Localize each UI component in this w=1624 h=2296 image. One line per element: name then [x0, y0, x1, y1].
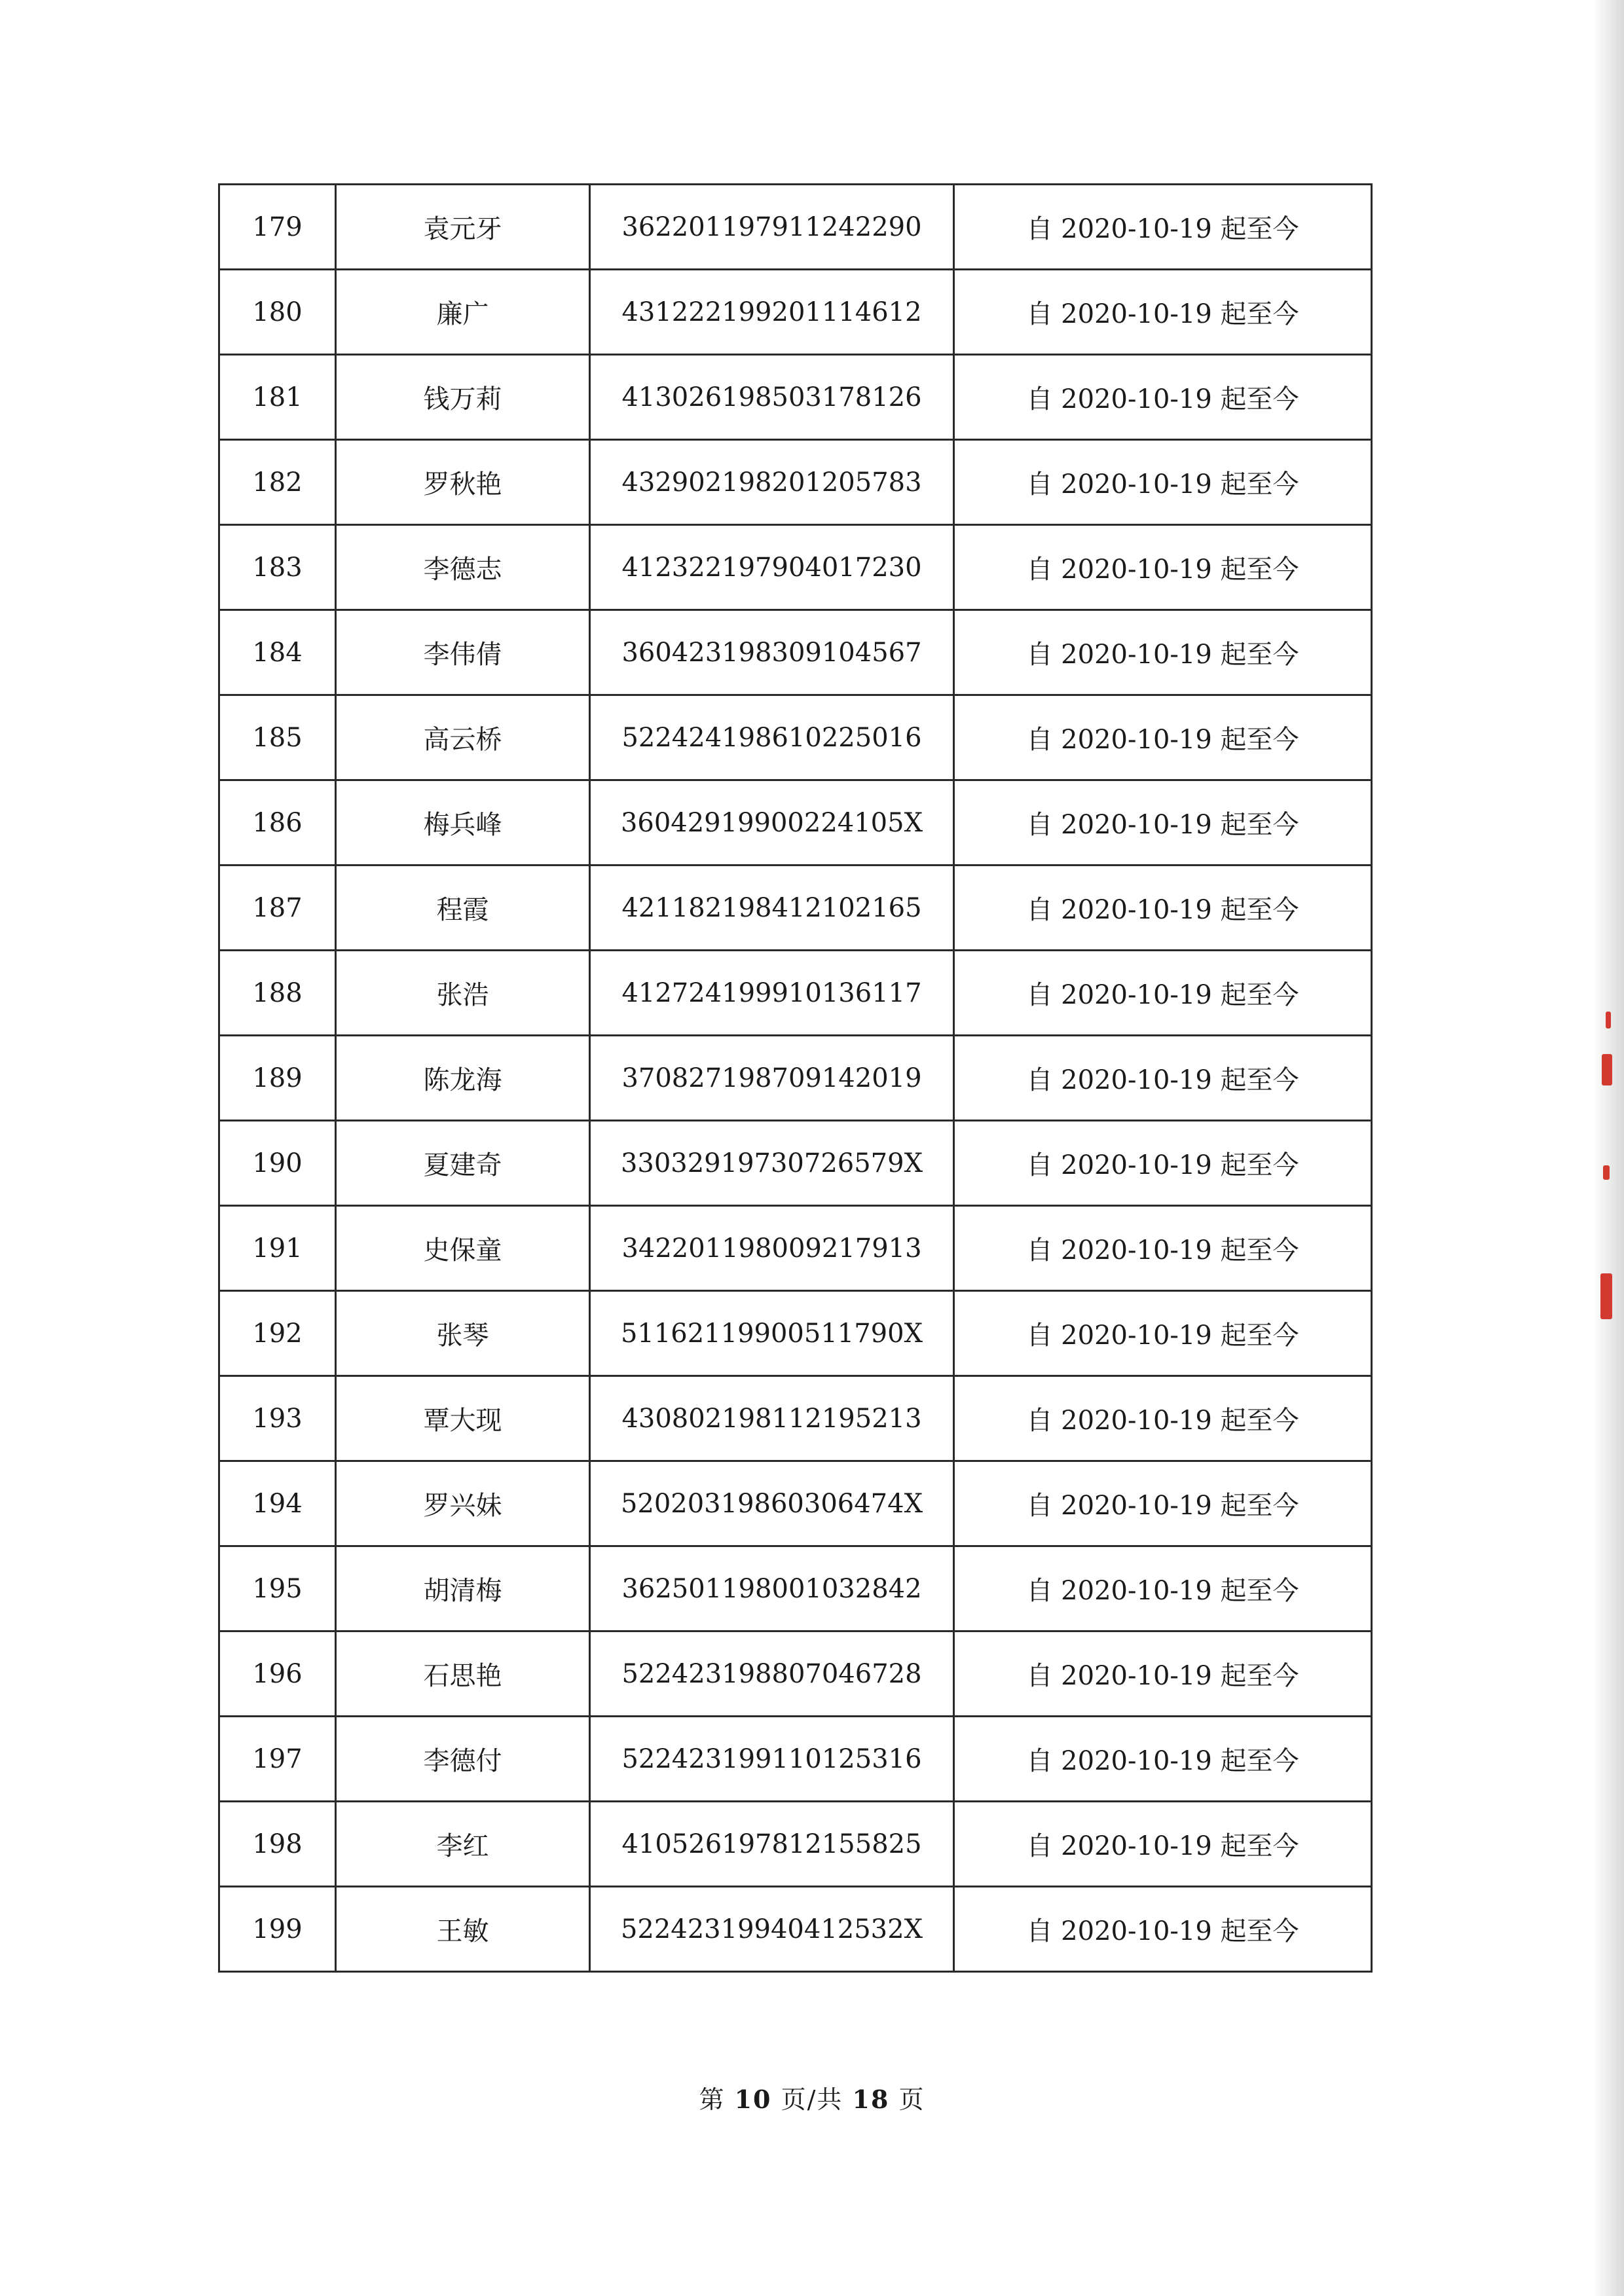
table-row [219, 1717, 1372, 1802]
row-number-cell: 183 [219, 525, 336, 610]
row-number-cell: 180 [219, 270, 336, 355]
id-number-cell: 33032919730726579X [590, 1121, 954, 1206]
name-cell: 廉广 [336, 270, 590, 355]
id-number-cell: 51162119900511790X [590, 1291, 954, 1376]
row-number-cell: 194 [219, 1461, 336, 1546]
row-number-cell: 179 [219, 185, 336, 270]
table-row [219, 355, 1372, 440]
period-cell: 自 2020-10-19 起至今 [954, 355, 1372, 440]
name-cell: 袁元牙 [336, 185, 590, 270]
table-row [219, 270, 1372, 355]
name-cell: 钱万莉 [336, 355, 590, 440]
personnel-table [218, 183, 1373, 1973]
period-cell: 自 2020-10-19 起至今 [954, 1121, 1372, 1206]
table-row [219, 1121, 1372, 1206]
table-row [219, 780, 1372, 866]
period-cell: 自 2020-10-19 起至今 [954, 270, 1372, 355]
id-number-cell: 370827198709142019 [590, 1036, 954, 1121]
id-number-cell: 410526197812155825 [590, 1802, 954, 1887]
id-number-cell: 412322197904017230 [590, 525, 954, 610]
total-page-number: 18 [852, 2085, 890, 2114]
name-cell: 张琴 [336, 1291, 590, 1376]
row-number-cell: 197 [219, 1717, 336, 1802]
period-cell: 自 2020-10-19 起至今 [954, 440, 1372, 525]
name-cell: 李红 [336, 1802, 590, 1887]
name-cell: 罗秋艳 [336, 440, 590, 525]
name-cell: 李德志 [336, 525, 590, 610]
period-cell: 自 2020-10-19 起至今 [954, 1887, 1372, 1972]
table-row [219, 1206, 1372, 1291]
row-number-cell: 188 [219, 951, 336, 1036]
period-cell: 自 2020-10-19 起至今 [954, 866, 1372, 951]
name-cell: 史保童 [336, 1206, 590, 1291]
period-cell: 自 2020-10-19 起至今 [954, 525, 1372, 610]
period-cell: 自 2020-10-19 起至今 [954, 951, 1372, 1036]
row-number-cell: 181 [219, 355, 336, 440]
id-number-cell: 421182198412102165 [590, 866, 954, 951]
name-cell: 夏建奇 [336, 1121, 590, 1206]
period-cell: 自 2020-10-19 起至今 [954, 610, 1372, 695]
row-number-cell: 191 [219, 1206, 336, 1291]
name-cell: 梅兵峰 [336, 780, 590, 866]
period-cell: 自 2020-10-19 起至今 [954, 1461, 1372, 1546]
footer-suffix: 页 [898, 2085, 925, 2114]
table-row [219, 1631, 1372, 1717]
table-row [219, 1461, 1372, 1546]
current-page-number: 10 [734, 2085, 772, 2114]
row-number-cell: 187 [219, 866, 336, 951]
id-number-cell: 432902198201205783 [590, 440, 954, 525]
period-cell: 自 2020-10-19 起至今 [954, 1802, 1372, 1887]
name-cell: 张浩 [336, 951, 590, 1036]
seal-mark [1602, 1054, 1612, 1085]
name-cell: 李伟倩 [336, 610, 590, 695]
table-row [219, 1802, 1372, 1887]
id-number-cell: 52020319860306474X [590, 1461, 954, 1546]
table-row [219, 440, 1372, 525]
id-number-cell: 413026198503178126 [590, 355, 954, 440]
seal-mark [1603, 1165, 1610, 1180]
footer-middle: 页/共 [781, 2085, 843, 2114]
name-cell: 王敏 [336, 1887, 590, 1972]
scan-page-edge [1593, 0, 1624, 2296]
period-cell: 自 2020-10-19 起至今 [954, 185, 1372, 270]
row-number-cell: 185 [219, 695, 336, 780]
period-cell: 自 2020-10-19 起至今 [954, 695, 1372, 780]
row-number-cell: 193 [219, 1376, 336, 1461]
name-cell: 陈龙海 [336, 1036, 590, 1121]
id-number-cell: 431222199201114612 [590, 270, 954, 355]
id-number-cell: 360423198309104567 [590, 610, 954, 695]
id-number-cell: 522423198807046728 [590, 1631, 954, 1717]
footer-prefix: 第 [699, 2085, 726, 2114]
id-number-cell: 430802198112195213 [590, 1376, 954, 1461]
table-row [219, 1291, 1372, 1376]
row-number-cell: 186 [219, 780, 336, 866]
row-number-cell: 190 [219, 1121, 336, 1206]
row-number-cell: 195 [219, 1546, 336, 1631]
table-row [219, 951, 1372, 1036]
id-number-cell: 342201198009217913 [590, 1206, 954, 1291]
table-row [219, 1376, 1372, 1461]
period-cell: 自 2020-10-19 起至今 [954, 1291, 1372, 1376]
row-number-cell: 199 [219, 1887, 336, 1972]
row-number-cell: 184 [219, 610, 336, 695]
id-number-cell: 412724199910136117 [590, 951, 954, 1036]
row-number-cell: 196 [219, 1631, 336, 1717]
table-row [219, 1036, 1372, 1121]
table-row [219, 610, 1372, 695]
name-cell: 覃大现 [336, 1376, 590, 1461]
name-cell: 程霞 [336, 866, 590, 951]
period-cell: 自 2020-10-19 起至今 [954, 1717, 1372, 1802]
table-row [219, 1887, 1372, 1972]
personnel-table-body [219, 185, 1372, 1972]
row-number-cell: 198 [219, 1802, 336, 1887]
name-cell: 石思艳 [336, 1631, 590, 1717]
table-row [219, 185, 1372, 270]
table-row [219, 1546, 1372, 1631]
period-cell: 自 2020-10-19 起至今 [954, 1036, 1372, 1121]
period-cell: 自 2020-10-19 起至今 [954, 1206, 1372, 1291]
id-number-cell: 522423199110125316 [590, 1717, 954, 1802]
table-row [219, 525, 1372, 610]
period-cell: 自 2020-10-19 起至今 [954, 1376, 1372, 1461]
period-cell: 自 2020-10-19 起至今 [954, 1546, 1372, 1631]
id-number-cell: 522424198610225016 [590, 695, 954, 780]
row-number-cell: 189 [219, 1036, 336, 1121]
name-cell: 高云桥 [336, 695, 590, 780]
period-cell: 自 2020-10-19 起至今 [954, 780, 1372, 866]
page-footer [0, 2079, 1624, 2115]
row-number-cell: 192 [219, 1291, 336, 1376]
seal-mark [1606, 1011, 1611, 1029]
name-cell: 胡清梅 [336, 1546, 590, 1631]
name-cell: 罗兴妹 [336, 1461, 590, 1546]
id-number-cell: 36042919900224105X [590, 780, 954, 866]
id-number-cell: 362201197911242290 [590, 185, 954, 270]
id-number-cell: 362501198001032842 [590, 1546, 954, 1631]
table-row [219, 866, 1372, 951]
id-number-cell: 52242319940412532X [590, 1887, 954, 1972]
row-number-cell: 182 [219, 440, 336, 525]
period-cell: 自 2020-10-19 起至今 [954, 1631, 1372, 1717]
name-cell: 李德付 [336, 1717, 590, 1802]
seal-mark [1600, 1273, 1612, 1319]
table-row [219, 695, 1372, 780]
